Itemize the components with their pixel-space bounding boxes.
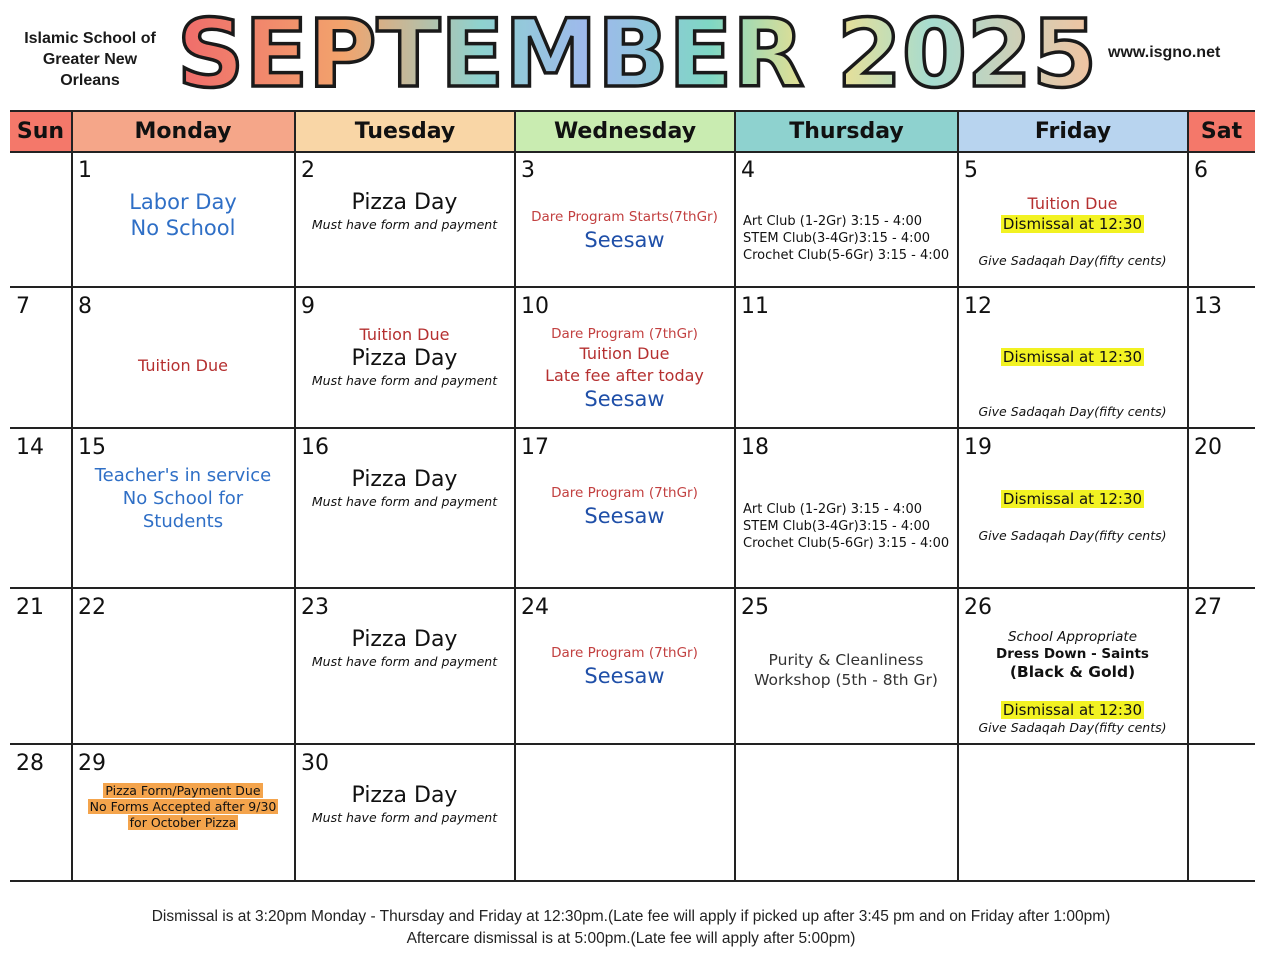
day-cell: [515, 288, 734, 428]
event-seesaw: Seesaw: [584, 664, 665, 688]
day-number: 21: [16, 595, 44, 620]
day-number: 27: [1194, 595, 1222, 620]
event-pizza-form-due: Pizza Form/Payment Due: [105, 783, 261, 798]
day-cell: [295, 152, 514, 287]
event-pizza-note: Must have form and payment: [311, 373, 498, 388]
event-labor-day: Labor Day: [129, 190, 237, 214]
event-stem-club: STEM Club(3-4Gr)3:15 - 4:00: [743, 519, 931, 534]
day-cell: [958, 288, 1187, 428]
day-number: 30: [301, 751, 329, 776]
day-number: 5: [964, 158, 978, 183]
school-name-line-2: Greater New: [42, 51, 138, 68]
event-workshop-grades: Workshop (5th - 8th Gr): [754, 671, 938, 689]
day-number: 25: [741, 595, 769, 620]
day-number: 17: [521, 435, 549, 460]
event-dare-program: Dare Program Starts(7thGr): [531, 209, 718, 225]
website-url[interactable]: www.isgno.net: [1108, 44, 1221, 61]
day-number: 6: [1194, 158, 1208, 183]
day-number: 13: [1194, 294, 1222, 319]
day-number: 9: [301, 294, 315, 319]
day-number: 7: [16, 294, 30, 319]
day-number: 24: [521, 595, 549, 620]
day-header-tuesday: Tuesday: [295, 110, 515, 152]
event-pizza-day: Pizza Day: [351, 346, 458, 371]
day-cell: [515, 429, 734, 588]
event-crochet-club: Crochet Club(5-6Gr) 3:15 - 4:00: [743, 248, 950, 263]
day-cell: [958, 745, 1187, 880]
event-dress-down: Dress Down - Saints: [996, 646, 1149, 662]
day-cell: [515, 152, 734, 287]
month-title-text: SEPTEMBER 2025: [177, 6, 1097, 102]
day-cell: [10, 152, 71, 287]
event-sadaqah: Give Sadaqah Day(fifty cents): [978, 253, 1167, 268]
day-cell: [10, 745, 71, 880]
day-header-wednesday: Wednesday: [515, 110, 735, 152]
event-dare-program: Dare Program (7thGr): [551, 645, 698, 661]
day-cell: [735, 745, 957, 880]
event-seesaw: Seesaw: [584, 228, 665, 252]
day-cell: [295, 589, 514, 744]
event-tuition-due: Tuition Due: [1027, 194, 1118, 213]
event-no-school: No School: [130, 216, 236, 240]
event-no-forms-accepted: No Forms Accepted after 9/30: [89, 799, 277, 814]
event-art-club: Art Club (1-2Gr) 3:15 - 4:00: [743, 214, 923, 229]
day-cell: [72, 589, 294, 744]
event-tuition-due: Tuition Due: [359, 325, 450, 344]
event-pizza-day: Pizza Day: [351, 190, 458, 215]
day-cell: [72, 152, 294, 287]
day-header-sun: Sun: [10, 110, 71, 152]
day-cell: [10, 288, 71, 428]
grid-line: [10, 110, 1255, 112]
calendar-grid: [10, 110, 1255, 882]
day-number: 4: [741, 158, 755, 183]
day-cell: [1188, 589, 1255, 744]
day-header-thursday: Thursday: [735, 110, 958, 152]
day-number: 19: [964, 435, 992, 460]
day-number: 2: [301, 158, 315, 183]
day-number: 11: [741, 294, 769, 319]
day-cell: [1188, 152, 1255, 287]
day-number: 28: [16, 751, 44, 776]
event-art-club: Art Club (1-2Gr) 3:15 - 4:00: [743, 502, 923, 517]
day-number: 1: [78, 158, 92, 183]
day-header-friday: Friday: [958, 110, 1188, 152]
day-number: 20: [1194, 435, 1222, 460]
event-pizza-note: Must have form and payment: [311, 217, 498, 232]
event-dismissal: Dismissal at 12:30: [1002, 215, 1143, 233]
event-purity-workshop: Purity & Cleanliness: [768, 651, 924, 669]
grid-line: [10, 880, 1255, 882]
event-pizza-day: Pizza Day: [351, 783, 458, 808]
day-number: 15: [78, 435, 106, 460]
day-header-sat: Sat: [1188, 110, 1255, 152]
event-seesaw: Seesaw: [584, 504, 665, 528]
school-name: [10, 28, 170, 91]
day-cell: [10, 589, 71, 744]
day-number: 12: [964, 294, 992, 319]
day-cell: [72, 288, 294, 428]
day-number: 3: [521, 158, 535, 183]
day-cell: [295, 288, 514, 428]
event-stem-club: STEM Club(3-4Gr)3:15 - 4:00: [743, 231, 931, 246]
event-dismissal: Dismissal at 12:30: [1002, 701, 1143, 719]
event-seesaw: Seesaw: [584, 387, 665, 411]
day-number: 26: [964, 595, 992, 620]
day-cell: [295, 429, 514, 588]
school-name-line-1: Islamic School of: [24, 30, 156, 47]
day-cell: [735, 152, 957, 287]
day-cell: [515, 745, 734, 880]
event-pizza-note: Must have form and payment: [311, 810, 498, 825]
event-dare-program: Dare Program (7thGr): [551, 485, 698, 501]
event-pizza-day: Pizza Day: [351, 627, 458, 652]
event-black-gold: (Black & Gold): [1009, 663, 1136, 681]
calendar-header: [0, 0, 1262, 105]
day-cell: [958, 152, 1187, 287]
school-name-line-3: Orleans: [60, 72, 120, 89]
day-number: 16: [301, 435, 329, 460]
event-sadaqah: Give Sadaqah Day(fifty cents): [978, 528, 1167, 543]
event-no-school: No School for: [122, 488, 244, 509]
event-dress-down-title: School Appropriate: [1007, 629, 1138, 645]
day-cell: [515, 589, 734, 744]
day-cell: [1188, 288, 1255, 428]
month-title: [172, 6, 1102, 102]
day-number: 14: [16, 435, 44, 460]
day-cell: [1188, 745, 1255, 880]
event-tuition-due: Tuition Due: [579, 344, 670, 363]
event-pizza-note: Must have form and payment: [311, 494, 498, 509]
day-number: 18: [741, 435, 769, 460]
event-october-pizza: for October Pizza: [129, 815, 237, 830]
footer-aftercare-note: Aftercare dismissal is at 5:00pm.(Late fee will apply after 5:00pm): [406, 930, 856, 947]
event-students: Students: [142, 511, 224, 532]
day-cell: [72, 745, 294, 880]
day-cell: [735, 589, 957, 744]
day-number: 22: [78, 595, 106, 620]
event-tuition-due: Tuition Due: [138, 356, 228, 375]
event-dismissal: Dismissal at 12:30: [1002, 348, 1143, 366]
day-cell: [735, 288, 957, 428]
day-cell: [958, 429, 1187, 588]
event-sadaqah: Give Sadaqah Day(fifty cents): [978, 720, 1167, 735]
day-header-monday: Monday: [71, 110, 295, 152]
day-cell: [1188, 429, 1255, 588]
event-teacher-inservice: Teacher's in service: [94, 465, 272, 486]
event-crochet-club: Crochet Club(5-6Gr) 3:15 - 4:00: [743, 536, 950, 551]
day-number: 10: [521, 294, 549, 319]
event-dare-program: Dare Program (7thGr): [551, 326, 698, 342]
event-dismissal: Dismissal at 12:30: [1002, 490, 1143, 508]
day-number: 8: [78, 294, 92, 319]
footer-dismissal-note: Dismissal is at 3:20pm Monday - Thursday and Friday at 12:30pm.(Late fee will apply if picked up after 3:45 pm and on Friday after 1:00pm): [151, 908, 1111, 925]
event-pizza-note: Must have form and payment: [311, 654, 498, 669]
event-late-fee: Late fee after today: [545, 366, 704, 385]
day-cell: [72, 429, 294, 588]
day-number: 23: [301, 595, 329, 620]
event-pizza-day: Pizza Day: [351, 467, 458, 492]
day-cell: [10, 429, 71, 588]
day-cell: [295, 745, 514, 880]
day-cell: [958, 589, 1187, 744]
day-cell: [735, 429, 957, 588]
day-number: 29: [78, 751, 106, 776]
event-sadaqah: Give Sadaqah Day(fifty cents): [978, 404, 1167, 419]
